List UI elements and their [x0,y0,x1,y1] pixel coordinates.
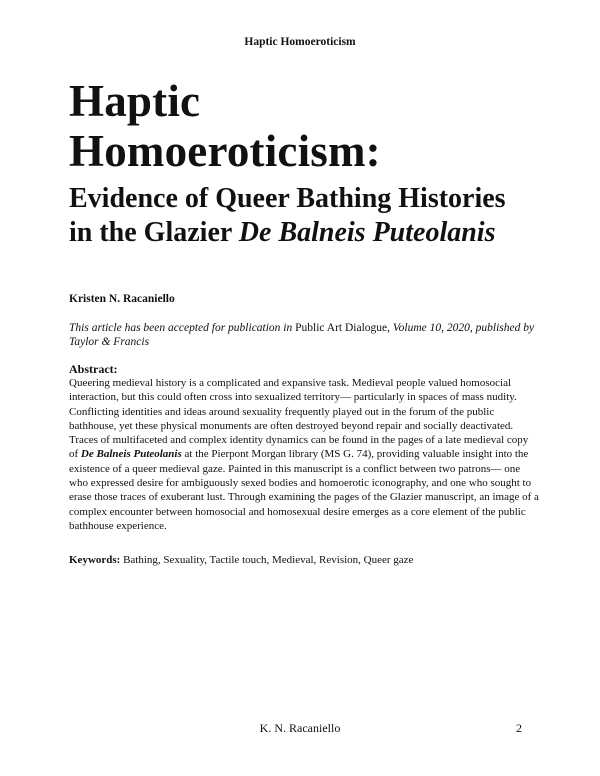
subtitle-line-2-italic: De Balneis Puteolanis [238,217,496,248]
abstract-heading: Abstract: [69,362,118,376]
title-line-2: Homoeroticism: [69,126,381,176]
abstract-body [69,376,539,533]
running-head: Haptic Homoeroticism [244,36,356,48]
title-block [69,76,549,250]
title-line-1: Haptic [69,76,201,126]
subtitle-line-1: Evidence of Queer Bathing Histories [69,183,506,214]
keywords-values: Bathing, Sexuality, Tactile touch, Medieval, Revision, Queer gaze [120,554,414,566]
keywords-label: Keywords: [69,554,121,566]
page-number: 2 [516,721,522,735]
publication-note-part2: , Volume 10, 2020, published by Taylor & Francis [69,322,535,348]
author-name: Kristen N. Racaniello [69,293,175,305]
abstract-text-after: at the Pierpont Morgan library (MS G. 74), providing valuable insight into the existence of a queer medieval gaze. Painted in this manuscript is a conflict between two patrons— one who expressed desire for ambiguously sexed bodies and homoerotic iconography, and one who sought to erase those traces of exuberant lust. Through examining the pages of the Glazier manuscript, an image of a complex encounter between homosocial and homosexual desire emerges as a core element of the public bathhouse experience. [69,448,539,532]
publication-note-part1: This article has been accepted for publication in [69,322,296,334]
page-title [69,76,549,176]
page-subtitle [69,182,549,250]
journal-name: Public Art Dialogue [295,322,388,334]
keywords [69,554,539,566]
publication-note [69,321,539,349]
abstract-text-before: Queering medieval history is a complicated and expansive task. Medieval people valued homosocial interaction, but this could often cross into sexualized territory— particularly in spaces of mass nudity. Conflicting identities and ideas around sexuality frequently played out in the forum of the public bathhouse, yet these physical monuments are often destroyed beyond repair and socially deactivated. Traces of multifaceted and complex identity dynamics can be found in the pages of a late medieval copy of [69,377,529,461]
footer-author: K. N. Racaniello [259,721,341,735]
subtitle-line-2-prefix: in the Glazier [69,217,239,248]
abstract-text-italic: De Balneis Puteolanis [80,448,182,461]
